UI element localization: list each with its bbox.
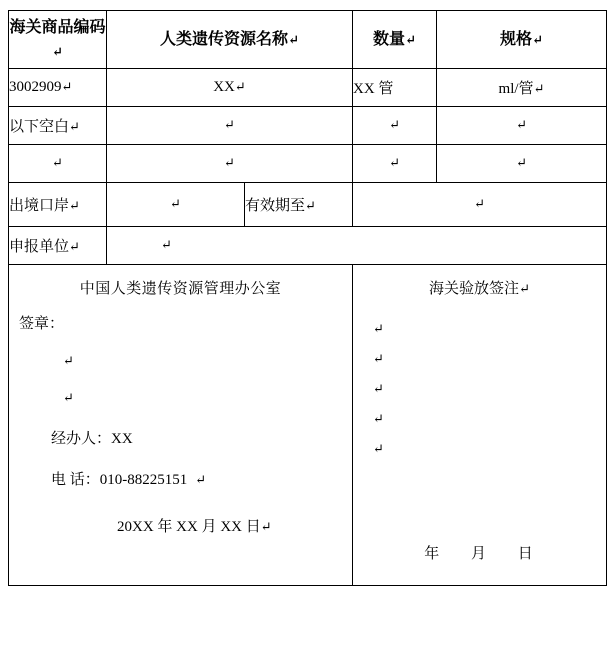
cell-spec-mark: ↵ (516, 155, 527, 170)
header-spec-label: 规格 (500, 30, 533, 48)
cell-hs-code[interactable] (9, 69, 107, 107)
endorsement-mark-3: ↵ (373, 381, 384, 396)
header-resource-name (107, 11, 353, 69)
endorsement-mark-2: ↵ (373, 351, 384, 366)
header-spec-mark: ↵ (532, 31, 543, 47)
endorsement-mark-4: ↵ (373, 411, 384, 426)
label-validity-text: 有效期至 (245, 198, 306, 214)
footer-row (9, 265, 607, 586)
table-row (9, 145, 607, 183)
field-validity-value[interactable] (353, 183, 607, 227)
cell-resource-name-value: XX (213, 79, 235, 95)
cell-quantity-value: XX 管 (353, 81, 394, 97)
cell-resource-name[interactable] (107, 107, 353, 145)
header-hs-code-label: 海关商品编码 (9, 19, 106, 37)
customs-date-line (353, 542, 606, 563)
header-quantity-label: 数量 (373, 30, 406, 48)
phone-label (9, 448, 352, 489)
cell-spec[interactable] (437, 145, 607, 183)
cell-hs-code[interactable] (9, 107, 107, 145)
header-hs-code-mark: ↵ (52, 43, 63, 59)
cell-quantity-mark: ↵ (389, 117, 400, 132)
field-exit-port-value[interactable] (107, 183, 245, 227)
header-quantity (353, 11, 437, 69)
cell-hs-code-mark: ↵ (61, 79, 73, 94)
field-validity-mark: ↵ (474, 196, 485, 211)
customs-endorsement-block (353, 265, 607, 586)
issue-date-line (9, 489, 352, 536)
cell-hs-code-mark: ↵ (69, 119, 80, 134)
cell-resource-name-mark: ↵ (224, 117, 235, 132)
office-title: 中国人类遗传资源管理办公室 (79, 281, 282, 297)
customs-endorsement-title-mark: ↵ (519, 281, 530, 296)
label-exit-port (9, 183, 107, 227)
handler-label: 经办人：XX (51, 431, 133, 447)
cell-hs-code-mark: ↵ (52, 155, 63, 170)
cell-quantity-mark: ↵ (389, 155, 400, 170)
customs-date-day: 日 (517, 546, 535, 562)
cell-hs-code[interactable] (9, 145, 107, 183)
office-signature-block (9, 265, 353, 586)
cell-spec-mark: ↵ (533, 81, 545, 96)
table-row (9, 107, 607, 145)
signature-label: 签章： (19, 316, 65, 332)
applicant-row (9, 227, 607, 265)
field-exit-port-mark: ↵ (170, 196, 181, 211)
cell-spec-value: ml/管 (498, 81, 534, 97)
label-exit-port-text: 出境口岸 (9, 198, 70, 214)
header-quantity-mark: ↵ (405, 31, 416, 47)
cell-resource-name-mark: ↵ (224, 155, 235, 170)
label-validity (245, 183, 353, 227)
label-applicant-text: 申报单位 (9, 239, 70, 255)
cell-resource-name[interactable] (107, 69, 353, 107)
customs-declaration-form (0, 10, 611, 649)
exit-port-row (9, 183, 607, 227)
label-validity-mark: ↵ (305, 198, 316, 213)
header-spec (437, 11, 607, 69)
field-applicant-mark: ↵ (161, 237, 172, 252)
customs-date-month: 月 (471, 546, 489, 562)
field-applicant-value[interactable] (107, 227, 607, 265)
cell-spec[interactable] (437, 107, 607, 145)
header-resource-name-mark: ↵ (288, 31, 299, 47)
cell-quantity[interactable] (353, 145, 437, 183)
label-applicant (9, 227, 107, 265)
cell-quantity[interactable] (353, 69, 437, 107)
phone-label-text: 电 话：010-88225151 (51, 472, 188, 488)
table-header-row (9, 11, 607, 69)
endorsement-mark-5: ↵ (373, 441, 384, 456)
label-exit-port-mark: ↵ (69, 198, 80, 213)
cell-quantity[interactable] (353, 107, 437, 145)
customs-endorsement-area[interactable] (353, 298, 606, 464)
cell-spec-mark: ↵ (516, 117, 527, 132)
declaration-table (8, 10, 607, 586)
customs-endorsement-title-text: 海关验放签注 (429, 281, 520, 297)
cell-resource-name[interactable] (107, 145, 353, 183)
cell-hs-code-value: 3002909 (9, 79, 62, 95)
signature-blank-mark: ↵ (63, 353, 74, 368)
issue-date-mark: ↵ (260, 519, 272, 534)
cell-spec[interactable] (437, 69, 607, 107)
customs-date-year: 年 (424, 546, 442, 562)
signature-blank-mark-2: ↵ (63, 390, 74, 405)
header-hs-code (9, 11, 107, 69)
header-resource-name-label: 人类遗传资源名称 (160, 30, 289, 48)
table-row (9, 69, 607, 107)
phone-mark: ↵ (195, 472, 207, 487)
label-applicant-mark: ↵ (69, 239, 80, 254)
cell-hs-code-value: 以下空白 (9, 119, 70, 135)
endorsement-mark-1: ↵ (373, 321, 384, 336)
cell-resource-name-mark: ↵ (234, 79, 246, 94)
issue-date-text: 20XX 年 XX 月 XX 日 (117, 519, 261, 535)
customs-endorsement-title (353, 265, 606, 298)
